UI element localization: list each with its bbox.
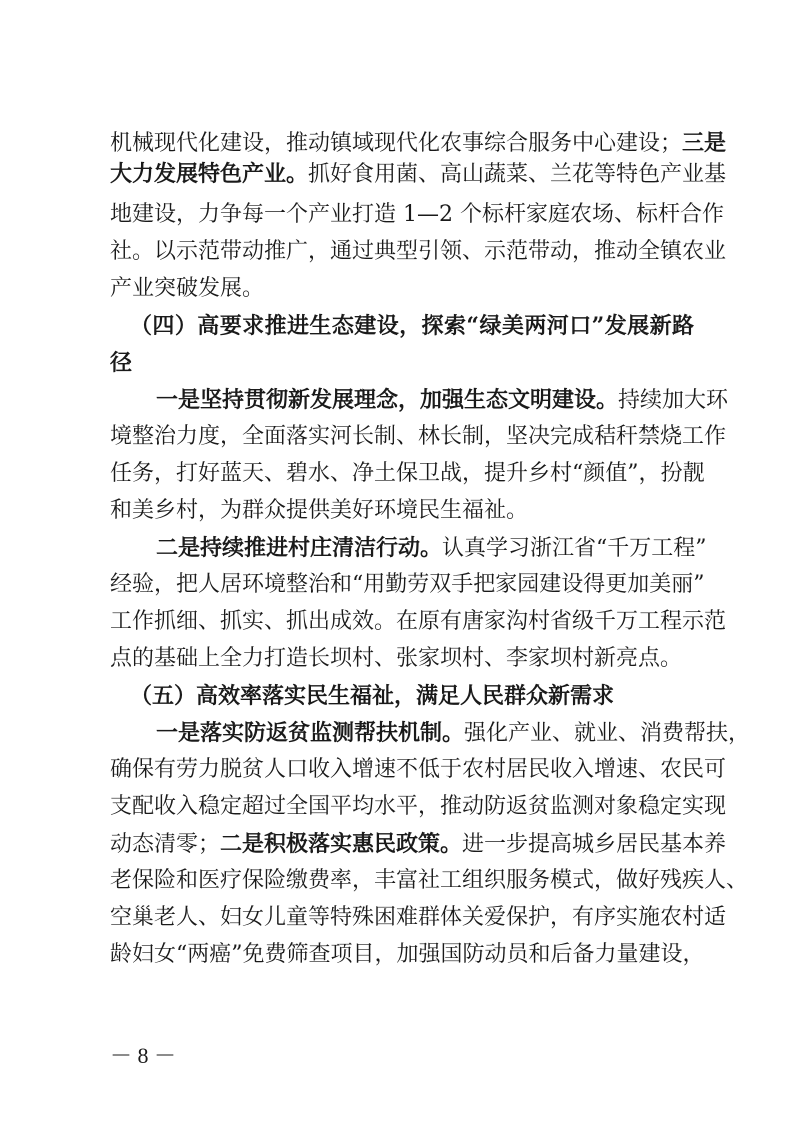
text-run: 认真学习浙江省“千万工程” <box>442 536 707 561</box>
section-heading: （四）高要求推进生态建设，探索“绿美两河口”发展新路 <box>130 313 694 339</box>
text-run: 进一步提高城乡居民基本养 <box>462 832 727 857</box>
paragraph-line <box>110 829 727 860</box>
paragraph-line: 支配收入稳定超过全国平均水平，推动防返贫监测对象稳定实现 <box>110 794 727 819</box>
paragraph-line: 社。以示范带动推广，通过典型引领、示范带动，推动全镇农业 <box>110 239 727 264</box>
paragraph-line: 点的基础上全力打造长坝村、张家坝村、李家坝村新亮点。 <box>110 646 683 671</box>
paragraph-line <box>156 533 707 564</box>
paragraph-line <box>110 159 727 190</box>
section-heading-cont: 径 <box>110 350 133 376</box>
text-run: 持续加大环 <box>618 388 729 413</box>
paragraph-line <box>156 718 751 749</box>
paragraph-line: 龄妇女“两癌”免费筛查项目，加强国防动员和后备力量建设， <box>110 942 705 967</box>
bold-text-run: 大力发展特色产业。 <box>110 161 309 187</box>
bold-text-run: 二是持续推进村庄清洁行动。 <box>156 535 443 561</box>
paragraph-line: 工作抓细、抓实、抓出成效。在原有唐家沟村省级千万工程示范 <box>110 609 727 634</box>
paragraph-line <box>110 128 727 159</box>
paragraph-line: 任务，打好蓝天、碧水、净土保卫战，提升乡村“颜值”，扮靓 <box>110 461 705 486</box>
text-run: 强化产业、就业、消费帮扶， <box>464 721 751 746</box>
bold-text-run: 一是坚持贯彻新发展理念，加强生态文明建设。 <box>156 387 619 413</box>
text-run: 动态清零； <box>110 832 221 857</box>
paragraph-line: 产业突破发展。 <box>110 276 265 301</box>
paragraph-line: 地建设，力争每一个产业打造 1—2 个标杆家庭农场、标杆合作 <box>110 202 724 227</box>
bold-text-run: 三是 <box>682 130 727 156</box>
paragraph-line <box>156 385 729 416</box>
bold-text-run: 一是落实防返贫监测帮扶机制。 <box>156 720 465 746</box>
paragraph-line: 老保险和医疗保险缴费率，丰富社工组织服务模式，做好残疾人、 <box>110 868 749 893</box>
section-heading: （五）高效率落实民生福祉，满足人民群众新需求 <box>130 683 615 709</box>
paragraph-line: 和美乡村，为群众提供美好环境民生福祉。 <box>110 498 529 523</box>
bold-text-run: 二是积极落实惠民政策。 <box>220 831 463 857</box>
text-run: 抓好食用菌、高山蔬菜、兰花等特色产业基 <box>308 162 727 187</box>
paragraph-line: 空巢老人、妇女儿童等特殊困难群体关爱保护，有序实施农村适 <box>110 905 727 930</box>
page-number: － 8 － <box>110 1043 177 1068</box>
paragraph-line: 境整治力度，全面落实河长制、林长制，坚决完成秸秆禁烧工作 <box>110 424 727 449</box>
paragraph-line: 经验，把人居环境整治和“用勤劳双手把家园建设得更加美丽” <box>110 572 705 597</box>
paragraph-line: 确保有劳力脱贫人口收入增速不低于农村居民收入增速、农民可 <box>110 757 727 782</box>
text-run: 机械现代化建设，推动镇域现代化农事综合服务中心建设； <box>110 131 683 156</box>
